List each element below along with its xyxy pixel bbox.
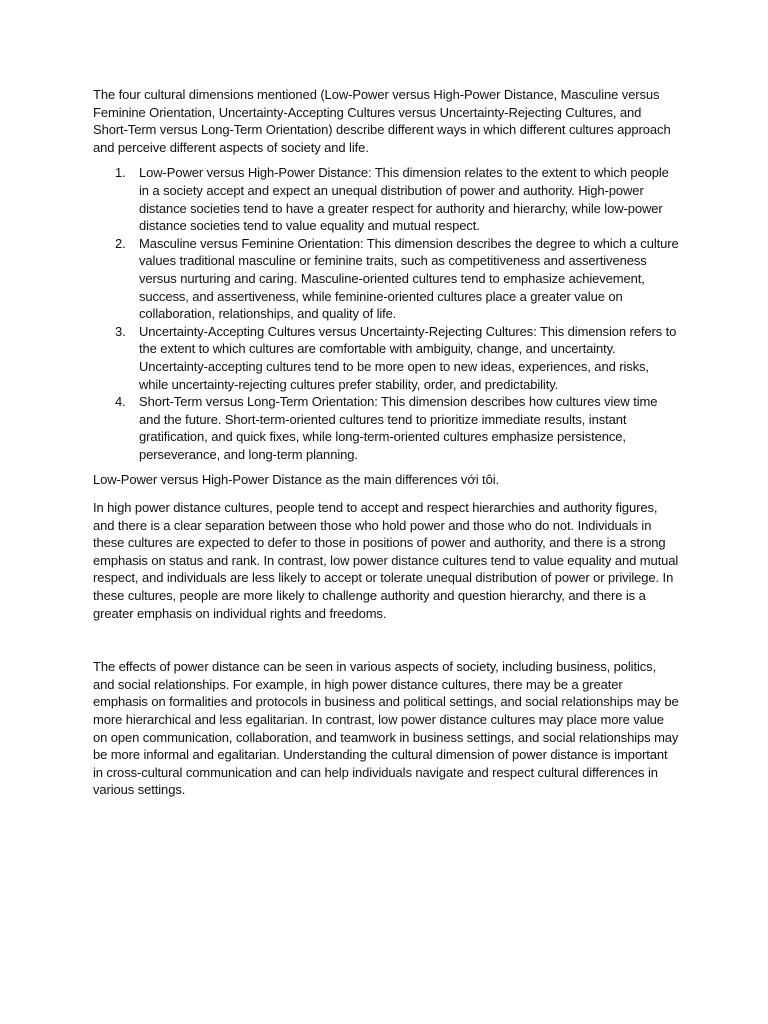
document-page (93, 86, 679, 809)
dimensions-list (93, 164, 679, 463)
effects-paragraph: The effects of power distance can be seen in various aspects of society, including business, politics, and social relationships. For example, in high power distance cultures, there may be a greater emphasis on formalities and protocols in business and political settings, and social relationships may be more hierarchical and less egalitarian. In contrast, low power distance cultures may place more value on open communication, collaboration, and teamwork in business settings, and social relationships may be more informal and egalitarian. Understanding the cultural dimension of power distance is important in cross-cultural communication and can help individuals navigate and respect cultural differences in various settings. (93, 659, 679, 798)
list-item (93, 164, 679, 234)
list-item-text: Low-Power versus High-Power Distance: This dimension relates to the extent to which people in a society accept and expect an unequal distribution of power and authority. High-power distance societies tend to have a greater respect for authority and hierarchy, while low-power distance societies tend to value equality and mutual respect. (139, 165, 669, 234)
list-item-number: 4. (115, 394, 126, 410)
intro-paragraph: The four cultural dimensions mentioned (Low-Power versus High-Power Distance, Masculine versus Feminine Orientation, Uncertainty-Accepting Cultures versus Uncertainty-Rejecting Cultures, and Short-Term versus Long-Term Orientation) describe different ways in which different cultures approach and perceive different aspects of society and life. (93, 87, 671, 155)
blank-line (93, 632, 679, 658)
list-item-number: 2. (115, 235, 126, 251)
list-item-text: Masculine versus Feminine Orientation: This dimension describes the degree to which a culture values traditional masculine or feminine traits, such as competitiveness and assertiveness versus nurturing and caring. Masculine-oriented cultures tend to emphasize achievement, success, and assertiveness, while feminine-oriented cultures place a greater value on collaboration, relationships, and quality of life. (139, 235, 679, 322)
list-item (93, 235, 679, 323)
list-item (93, 393, 679, 463)
list-item-number: 3. (115, 323, 126, 339)
list-item-number: 1. (115, 165, 126, 181)
list-item-text: Short-Term versus Long-Term Orientation: This dimension describes how cultures view time and the future. Short-term-oriented cultures tend to prioritize immediate results, instant gratification, and quick fixes, while long-term-oriented cultures emphasize persistence, perseverance, and long-term planning. (139, 394, 658, 462)
main-difference-line: Low-Power versus High-Power Distance as the main differences với tôi. (93, 472, 500, 488)
list-item-text: Uncertainty-Accepting Cultures versus Uncertainty-Rejecting Cultures: This dimension refers to the extent to which cultures are comfortable with ambiguity, change, and uncertainty. Uncertainty-accepting cultures tend to be more open to new ideas, experiences, and risks, while uncertainty-rejecting cultures prefer stability, order, and predictability. (139, 323, 677, 392)
list-item (93, 323, 679, 393)
power-distance-paragraph: In high power distance cultures, people tend to accept and respect hierarchies and authority figures, and there is a clear separation between those who hold power and those who do not. Individuals in these cultures are expected to defer to those in positions of power and authority, and there is a strong emphasis on status and rank. In contrast, low power distance cultures tend to value equality and mutual respect, and individuals are less likely to accept or tolerate unequal distribution of power or privilege. In these cultures, people are more likely to challenge authority and question hierarchy, and there is a greater emphasis on individual rights and freedoms. (93, 500, 679, 621)
